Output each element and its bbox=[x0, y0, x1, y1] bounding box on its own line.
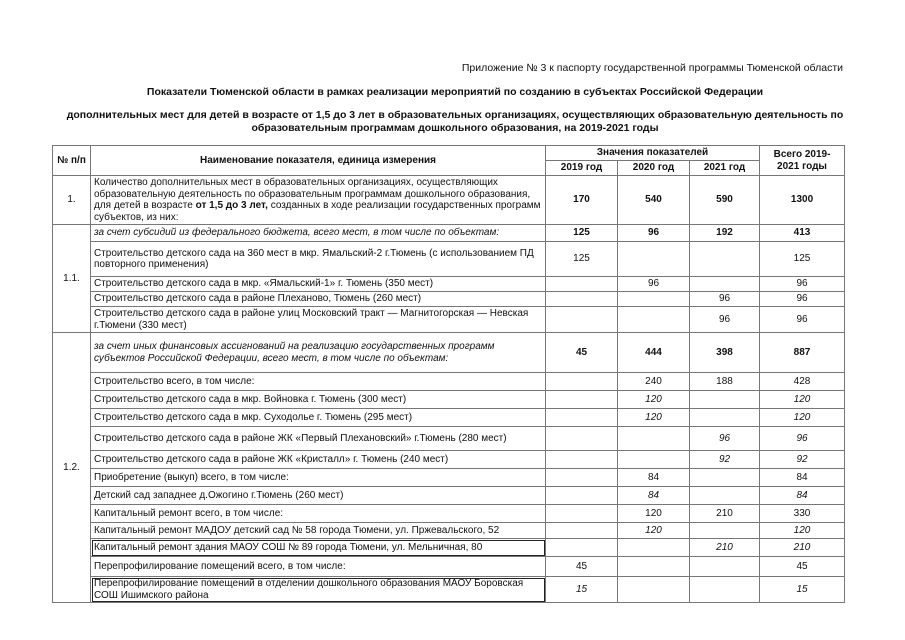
value-2019 bbox=[546, 277, 618, 292]
value-2020: 120 bbox=[618, 391, 690, 409]
value-total: 84 bbox=[760, 487, 845, 505]
document-title-line1: Показатели Тюменской области в рамках реализации мероприятий по созданию в субъектах Российской Федерации bbox=[146, 86, 764, 98]
value-2021 bbox=[690, 487, 760, 505]
row-name: Капитальный ремонт всего, в том числе: bbox=[91, 505, 546, 523]
value-2021: 96 bbox=[690, 292, 760, 307]
value-2020: 84 bbox=[618, 487, 690, 505]
value-2020: 540 bbox=[618, 176, 690, 225]
col-header-total: Всего 2019-2021 годы bbox=[760, 146, 845, 176]
value-2020: 84 bbox=[618, 469, 690, 487]
value-total: 330 bbox=[760, 505, 845, 523]
row-name: Строительство детского сада в мкр. «Ямальский-1» г. Тюмень (350 мест) bbox=[91, 277, 546, 292]
value-2021 bbox=[690, 557, 760, 577]
table-row bbox=[53, 505, 845, 523]
value-2019: 45 bbox=[546, 333, 618, 373]
value-2020 bbox=[618, 539, 690, 557]
value-2019 bbox=[546, 391, 618, 409]
value-2020 bbox=[618, 451, 690, 469]
row-name: Перепрофилирование помещений в отделении дошкольного образования МАОУ Боровская СОШ Ишимского района bbox=[91, 577, 546, 603]
value-2020: 96 bbox=[618, 277, 690, 292]
table-row bbox=[53, 577, 845, 603]
value-2021: 192 bbox=[690, 225, 760, 242]
value-2019: 45 bbox=[546, 557, 618, 577]
value-2020 bbox=[618, 307, 690, 333]
value-2019: 125 bbox=[546, 242, 618, 277]
value-2021 bbox=[690, 523, 760, 539]
row-name: Строительство детского сада на 360 мест в мкр. Ямальский-2 г.Тюмень (с использованием ПД повторного применения) bbox=[91, 242, 546, 277]
row-number: 1. bbox=[53, 176, 91, 225]
table-row bbox=[53, 373, 845, 391]
value-total: 1300 bbox=[760, 176, 845, 225]
table-row bbox=[53, 451, 845, 469]
table-row bbox=[53, 539, 845, 557]
row-name: Капитальный ремонт МАДОУ детский сад № 58 города Тюмени, ул. Пржевальского, 52 bbox=[91, 523, 546, 539]
value-2019: 125 bbox=[546, 225, 618, 242]
value-2019 bbox=[546, 469, 618, 487]
row-name: Строительство детского сада в районе Плеханово, Тюмень (260 мест) bbox=[91, 292, 546, 307]
value-2020 bbox=[618, 557, 690, 577]
value-2019 bbox=[546, 292, 618, 307]
value-2019 bbox=[546, 505, 618, 523]
row-name-bold: от 1,5 до 3 лет, bbox=[195, 200, 268, 211]
row-name: Строительство детского сада в мкр. Суходолье г. Тюмень (295 мест) bbox=[91, 409, 546, 427]
value-2020: 120 bbox=[618, 409, 690, 427]
value-total: 413 bbox=[760, 225, 845, 242]
col-header-2020: 2020 год bbox=[618, 161, 690, 176]
value-total: 96 bbox=[760, 307, 845, 333]
table-row bbox=[53, 333, 845, 373]
value-total: 96 bbox=[760, 292, 845, 307]
row-name: Строительство детского сада в мкр. Войновка г. Тюмень (300 мест) bbox=[91, 391, 546, 409]
value-total: 125 bbox=[760, 242, 845, 277]
table-row bbox=[53, 427, 845, 451]
value-2020 bbox=[618, 292, 690, 307]
value-2019 bbox=[546, 307, 618, 333]
row-name: Строительство детского сада в районе ЖК «Кристалл» г. Тюмень (240 мест) bbox=[91, 451, 546, 469]
value-2021: 210 bbox=[690, 539, 760, 557]
value-2021 bbox=[690, 577, 760, 603]
value-2019: 170 bbox=[546, 176, 618, 225]
row-name: Приобретение (выкуп) всего, в том числе: bbox=[91, 469, 546, 487]
row-name: Перепрофилирование помещений всего, в том числе: bbox=[91, 557, 546, 577]
value-2020 bbox=[618, 242, 690, 277]
table-row bbox=[53, 557, 845, 577]
value-2019: 15 bbox=[546, 577, 618, 603]
value-total: 96 bbox=[760, 277, 845, 292]
value-2020: 240 bbox=[618, 373, 690, 391]
table-row bbox=[53, 487, 845, 505]
indicators-table bbox=[52, 145, 845, 603]
value-2020 bbox=[618, 577, 690, 603]
row-name: Детский сад западнее д.Ожогино г.Тюмень (260 мест) bbox=[91, 487, 546, 505]
value-2021 bbox=[690, 242, 760, 277]
value-total: 120 bbox=[760, 409, 845, 427]
value-2020: 120 bbox=[618, 523, 690, 539]
value-2019 bbox=[546, 523, 618, 539]
appendix-note: Приложение № 3 к паспорту государственной программы Тюменской области bbox=[461, 62, 843, 74]
row-name: Строительство детского сада в районе улиц Московский тракт — Магнитогорская — Невская г.Тюмени (330 мест) bbox=[91, 307, 546, 333]
value-total: 45 bbox=[760, 557, 845, 577]
value-2019 bbox=[546, 487, 618, 505]
header-row bbox=[53, 146, 845, 161]
table-row bbox=[53, 292, 845, 307]
value-2021: 210 bbox=[690, 505, 760, 523]
row-name-part: созданных в ходе реализации государственных программ субъектов, из них: bbox=[94, 200, 541, 223]
value-2019 bbox=[546, 427, 618, 451]
value-total: 120 bbox=[760, 391, 845, 409]
col-header-num: № п/п bbox=[53, 146, 91, 176]
value-2021 bbox=[690, 409, 760, 427]
value-2020: 96 bbox=[618, 225, 690, 242]
value-2021: 96 bbox=[690, 307, 760, 333]
value-total: 92 bbox=[760, 451, 845, 469]
col-header-2019: 2019 год bbox=[546, 161, 618, 176]
col-header-values-group: Значения показателей bbox=[546, 146, 760, 161]
value-total: 84 bbox=[760, 469, 845, 487]
table-row bbox=[53, 409, 845, 427]
table-row bbox=[53, 225, 845, 242]
value-2020: 444 bbox=[618, 333, 690, 373]
value-2021: 188 bbox=[690, 373, 760, 391]
value-2019 bbox=[546, 409, 618, 427]
table-row bbox=[53, 176, 845, 225]
row-name: Капитальный ремонт здания МАОУ СОШ № 89 города Тюмени, ул. Мельничная, 80 bbox=[91, 539, 546, 557]
row-name: Строительство всего, в том числе: bbox=[91, 373, 546, 391]
value-2021 bbox=[690, 277, 760, 292]
table-row bbox=[53, 242, 845, 277]
row-number: 1.2. bbox=[53, 333, 91, 603]
col-header-2021: 2021 год bbox=[690, 161, 760, 176]
value-2019 bbox=[546, 373, 618, 391]
row-name: за счет иных финансовых ассигнований на реализацию государственных программ субъектов Российской Федерации, всего мест, в том числе по объектам: bbox=[91, 333, 546, 373]
row-name: за счет субсидий из федерального бюджета, всего мест, в том числе по объектам: bbox=[91, 225, 546, 242]
value-total: 428 bbox=[760, 373, 845, 391]
value-2021: 96 bbox=[690, 427, 760, 451]
table-row bbox=[53, 469, 845, 487]
row-name bbox=[91, 176, 546, 225]
document-title-line2: дополнительных мест для детей в возрасте от 1,5 до 3 лет в образовательных организациях, осуществляющих образовательную деятельность по образовательным программам дошкольного образования, на 2019-2021 годы bbox=[66, 109, 844, 134]
value-2021: 398 bbox=[690, 333, 760, 373]
value-2021 bbox=[690, 391, 760, 409]
value-2021: 92 bbox=[690, 451, 760, 469]
table-row bbox=[53, 523, 845, 539]
value-2021 bbox=[690, 469, 760, 487]
value-2019 bbox=[546, 451, 618, 469]
table-row bbox=[53, 391, 845, 409]
value-2020: 120 bbox=[618, 505, 690, 523]
row-name: Строительство детского сада в районе ЖК «Первый Плехановский» г.Тюмень (280 мест) bbox=[91, 427, 546, 451]
value-total: 96 bbox=[760, 427, 845, 451]
col-header-name: Наименование показателя, единица измерения bbox=[91, 146, 546, 176]
value-2021: 590 bbox=[690, 176, 760, 225]
row-name-part: Количество дополнительных мест в образовательных организациях, осуществляющих образовательную деятельность по образовательным программам дошкольного образования, для детей в возрасте bbox=[94, 177, 531, 211]
table-row bbox=[53, 277, 845, 292]
value-total: 210 bbox=[760, 539, 845, 557]
value-2019 bbox=[546, 539, 618, 557]
value-2020 bbox=[618, 427, 690, 451]
value-total: 887 bbox=[760, 333, 845, 373]
table-row bbox=[53, 307, 845, 333]
value-total: 15 bbox=[760, 577, 845, 603]
value-total: 120 bbox=[760, 523, 845, 539]
row-number: 1.1. bbox=[53, 225, 91, 333]
